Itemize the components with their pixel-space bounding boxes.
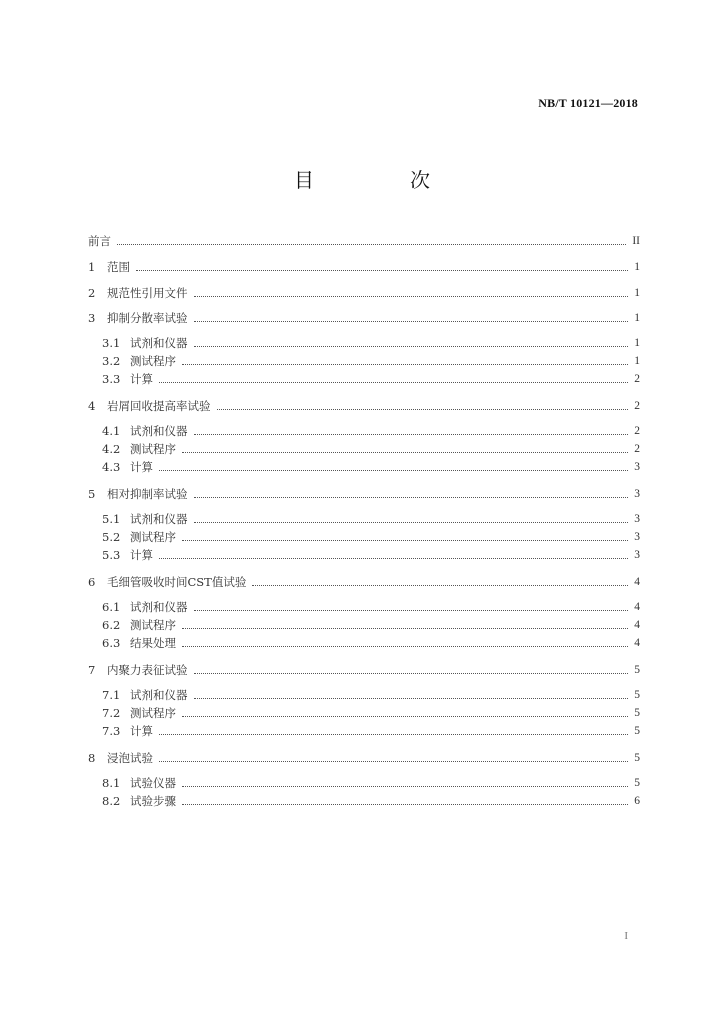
toc-entry-number: 2 <box>88 286 96 300</box>
toc-entry-label: 内聚力表征试验 <box>107 663 188 677</box>
leader-dots <box>159 381 628 383</box>
toc-entry-label: 测试程序 <box>130 530 176 544</box>
leader-dots <box>182 451 628 453</box>
toc-entry-page: 2 <box>634 400 640 412</box>
toc-entry-page: 1 <box>634 261 640 273</box>
leader-dots <box>194 496 629 498</box>
toc-entry-number: 3.2 <box>102 354 121 368</box>
toc-entry-number: 8.1 <box>102 776 121 790</box>
toc-entry-label: 抑制分散率试验 <box>107 311 188 325</box>
toc-entry-label: 试剂和仪器 <box>130 600 188 614</box>
leader-dots <box>194 345 629 347</box>
toc-entry-page: 3 <box>634 513 640 525</box>
toc-entry-label: 浸泡试验 <box>107 751 153 765</box>
toc-entry-6-1[interactable] <box>102 596 640 614</box>
leader-dots <box>159 469 628 471</box>
toc-entry-page: II <box>632 235 640 247</box>
toc-entry-page: 4 <box>634 637 640 649</box>
toc-entry-8[interactable] <box>88 747 640 765</box>
toc-entry-page: 3 <box>634 461 640 473</box>
toc-entry-label: 测试程序 <box>130 354 176 368</box>
toc-entry-number: 5 <box>88 487 96 501</box>
toc-entry-6-2[interactable] <box>102 614 640 632</box>
toc-entry-number: 3.1 <box>102 336 121 350</box>
toc-entry-label: 试验步骤 <box>130 794 176 808</box>
toc-entry-label: 试剂和仪器 <box>130 424 188 438</box>
toc-entry-number: 3 <box>88 311 96 325</box>
toc-entry-4-1[interactable] <box>102 420 640 438</box>
toc-entry-label: 相对抑制率试验 <box>107 487 188 501</box>
toc-entry-6[interactable] <box>88 571 640 589</box>
toc-entry-label: 规范性引用文件 <box>107 286 188 300</box>
toc-entry-1[interactable] <box>88 256 640 274</box>
toc-entry-7[interactable] <box>88 659 640 677</box>
leader-dots <box>194 433 629 435</box>
toc-entry-2[interactable] <box>88 282 640 300</box>
standard-code: NB/T 10121—2018 <box>538 96 638 110</box>
leader-dots <box>159 760 628 762</box>
toc-entry-label: 试剂和仪器 <box>130 336 188 350</box>
toc-entry-number: 1 <box>88 260 96 274</box>
leader-dots <box>194 521 629 523</box>
toc-entry-page: 5 <box>634 752 640 764</box>
leader-dots <box>159 733 628 735</box>
toc-entry-number: 4.2 <box>102 442 121 456</box>
toc-entry-7-3[interactable] <box>102 720 640 738</box>
toc-entry-page: 5 <box>634 777 640 789</box>
toc-entry-page: 2 <box>634 443 640 455</box>
toc-entry-page: 5 <box>634 689 640 701</box>
toc-entry-page: 1 <box>634 312 640 324</box>
toc-entry-5-2[interactable] <box>102 526 640 544</box>
toc-entry-number: 5.2 <box>102 530 121 544</box>
leader-dots <box>136 269 628 271</box>
leader-dots <box>252 584 628 586</box>
leader-dots <box>194 672 629 674</box>
toc-entry-number: 4.1 <box>102 424 121 438</box>
toc-entry-number: 5.1 <box>102 512 121 526</box>
toc-entry-number: 8 <box>88 751 96 765</box>
toc-entry-number: 7.2 <box>102 706 121 720</box>
page-title: 目 次 <box>294 168 468 192</box>
toc-entry-number: 6.1 <box>102 600 121 614</box>
leader-dots <box>182 363 628 365</box>
toc-entry-label: 计算 <box>130 724 153 738</box>
leader-dots <box>194 697 629 699</box>
toc-entry-page: 2 <box>634 425 640 437</box>
toc-entry-4-3[interactable] <box>102 456 640 474</box>
toc-entry-5[interactable] <box>88 483 640 501</box>
leader-dots <box>217 408 629 410</box>
toc-entry-3-2[interactable] <box>102 350 640 368</box>
toc-entry-number: 6 <box>88 575 96 589</box>
leader-dots <box>182 539 628 541</box>
toc-entry-label: 试验仪器 <box>130 776 176 790</box>
leader-dots <box>182 715 628 717</box>
toc-entry-number: 7.1 <box>102 688 121 702</box>
toc-entry-page: 2 <box>634 373 640 385</box>
leader-dots <box>194 609 629 611</box>
leader-dots <box>194 320 629 322</box>
toc-entry-label: 计算 <box>130 460 153 474</box>
toc-entry-label: 结果处理 <box>130 636 176 650</box>
toc-entry-8-1[interactable] <box>102 772 640 790</box>
toc-entry-3-3[interactable] <box>102 368 640 386</box>
toc-entry-3-1[interactable] <box>102 332 640 350</box>
toc-entry-7-2[interactable] <box>102 702 640 720</box>
toc-entry-page: 5 <box>634 707 640 719</box>
toc-entry-page: 1 <box>634 355 640 367</box>
leader-dots <box>182 645 628 647</box>
toc-entry-5-1[interactable] <box>102 508 640 526</box>
toc-entry-number: 3.3 <box>102 372 121 386</box>
toc-entry-page: 6 <box>634 795 640 807</box>
toc-entry-number: 4.3 <box>102 460 121 474</box>
leader-dots <box>117 243 626 245</box>
leader-dots <box>182 785 628 787</box>
leader-dots <box>194 295 629 297</box>
toc-entry-label: 计算 <box>130 548 153 562</box>
toc-entry-page: 4 <box>634 576 640 588</box>
leader-dots <box>182 803 628 805</box>
toc-entry-6-3[interactable] <box>102 632 640 650</box>
toc-entry-label: 测试程序 <box>130 618 176 632</box>
toc-entry-number: 6.3 <box>102 636 121 650</box>
toc-entry-number: 5.3 <box>102 548 121 562</box>
toc-entry-page: 3 <box>634 488 640 500</box>
toc-entry-7-1[interactable] <box>102 684 640 702</box>
leader-dots <box>159 557 628 559</box>
toc-entry-page: 1 <box>634 287 640 299</box>
toc-entry-page: 4 <box>634 601 640 613</box>
toc-entry-foreword[interactable] <box>88 230 640 248</box>
toc-entry-page: 4 <box>634 619 640 631</box>
toc-entry-page: 5 <box>634 725 640 737</box>
toc-entry-label: 试剂和仪器 <box>130 512 188 526</box>
toc-entry-3[interactable] <box>88 307 640 325</box>
toc-entry-4[interactable] <box>88 395 640 413</box>
toc-entry-label: 计算 <box>130 372 153 386</box>
toc-entry-label: 前言 <box>88 234 111 248</box>
toc-entry-4-2[interactable] <box>102 438 640 456</box>
toc-entry-number: 7 <box>88 663 96 677</box>
toc-entry-number: 8.2 <box>102 794 121 808</box>
toc-entry-page: 1 <box>634 337 640 349</box>
toc-entry-page: 5 <box>634 664 640 676</box>
toc-entry-5-3[interactable] <box>102 544 640 562</box>
toc-entry-8-2[interactable] <box>102 790 640 808</box>
toc-entry-number: 7.3 <box>102 724 121 738</box>
toc-entry-number: 6.2 <box>102 618 121 632</box>
toc-entry-label: 毛细管吸收时间CST值试验 <box>107 575 247 589</box>
toc-entry-label: 岩屑回收提高率试验 <box>107 399 211 413</box>
toc-entry-label: 试剂和仪器 <box>130 688 188 702</box>
toc-entry-page: 3 <box>634 531 640 543</box>
toc-entry-label: 测试程序 <box>130 706 176 720</box>
toc-entry-page: 3 <box>634 549 640 561</box>
toc-entry-label: 测试程序 <box>130 442 176 456</box>
leader-dots <box>182 627 628 629</box>
toc-entry-number: 4 <box>88 399 96 413</box>
toc-entry-label: 范围 <box>107 260 130 274</box>
page-number: I <box>624 930 628 942</box>
